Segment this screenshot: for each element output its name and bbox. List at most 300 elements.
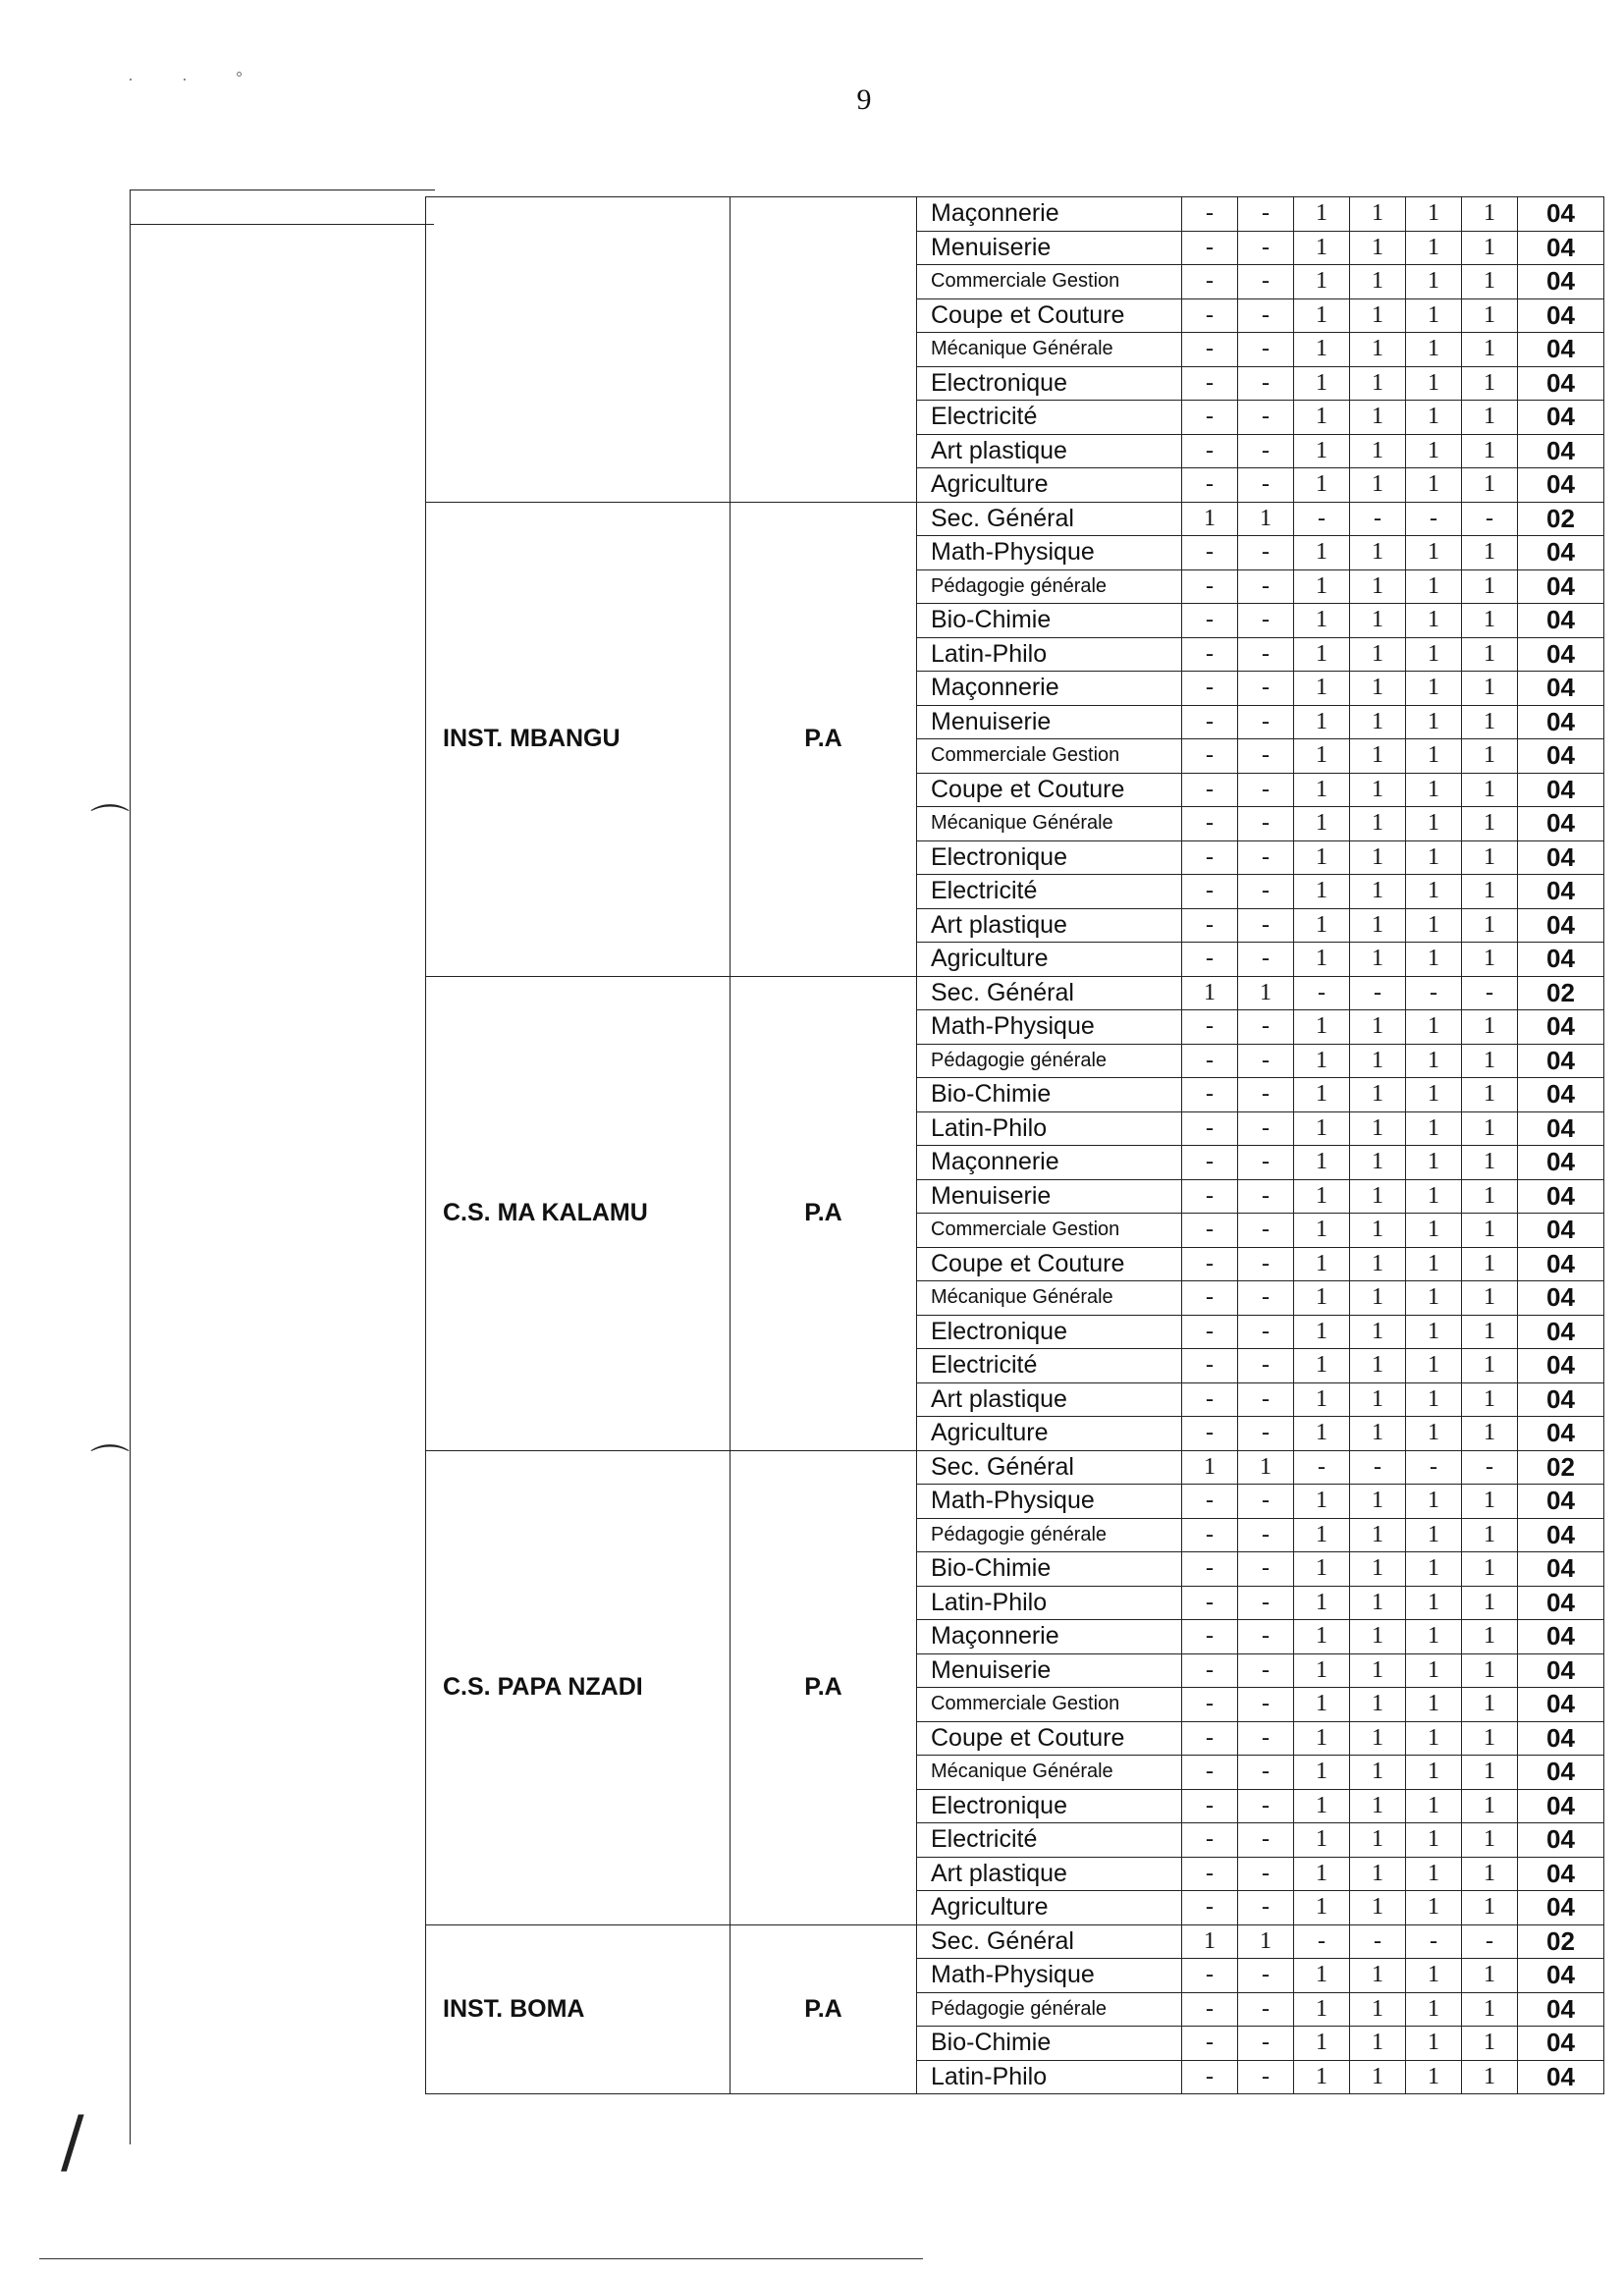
row-total: 02 — [1518, 1924, 1604, 1959]
row-total: 04 — [1518, 604, 1604, 638]
class-count-cell: 1 — [1294, 298, 1350, 333]
row-total: 04 — [1518, 1620, 1604, 1654]
option-name: Latin-Philo — [917, 637, 1182, 672]
row-total: 04 — [1518, 1518, 1604, 1552]
class-count-cell: 1 — [1294, 943, 1350, 977]
class-count-cell: - — [1182, 604, 1238, 638]
class-count-cell: 1 — [1462, 2060, 1518, 2094]
class-count-cell: - — [1238, 1688, 1294, 1722]
table-row — [426, 976, 1604, 1010]
class-count-cell: - — [1182, 1417, 1238, 1451]
row-total: 04 — [1518, 1214, 1604, 1248]
class-count-cell: 1 — [1350, 1214, 1406, 1248]
class-count-cell: 1 — [1406, 1281, 1462, 1316]
class-count-cell: - — [1238, 1247, 1294, 1281]
class-count-cell: 1 — [1350, 1146, 1406, 1180]
option-name: Electronique — [917, 1315, 1182, 1349]
class-count-cell: 1 — [1238, 1450, 1294, 1485]
class-count-cell: 1 — [1294, 637, 1350, 672]
row-total: 04 — [1518, 1891, 1604, 1925]
class-count-cell: 1 — [1350, 265, 1406, 299]
class-count-cell: - — [1238, 1891, 1294, 1925]
option-name: Coupe et Couture — [917, 1247, 1182, 1281]
option-name: Math-Physique — [917, 1959, 1182, 1993]
class-count-cell: - — [1182, 333, 1238, 367]
class-count-cell: - — [1238, 943, 1294, 977]
class-count-cell: - — [1182, 1179, 1238, 1214]
class-count-cell: - — [1182, 1044, 1238, 1078]
class-count-cell: 1 — [1406, 943, 1462, 977]
class-count-cell: 1 — [1294, 1518, 1350, 1552]
class-count-cell: - — [1238, 1586, 1294, 1620]
class-count-cell: 1 — [1462, 468, 1518, 503]
class-count-cell: - — [1182, 1721, 1238, 1756]
class-count-cell: - — [1182, 1214, 1238, 1248]
class-count-cell: - — [1238, 468, 1294, 503]
regime-code: P.A — [731, 1450, 917, 1924]
class-count-cell: - — [1182, 2027, 1238, 2061]
class-count-cell: 1 — [1462, 1417, 1518, 1451]
option-name: Electricité — [917, 401, 1182, 435]
class-count-cell: 1 — [1350, 1518, 1406, 1552]
class-count-cell: 1 — [1462, 1653, 1518, 1688]
class-count-cell: - — [1182, 1247, 1238, 1281]
outer-column-frame — [130, 190, 435, 2144]
option-name: Commerciale Gestion — [917, 1214, 1182, 1248]
class-count-cell: - — [1406, 1450, 1462, 1485]
class-count-cell: 1 — [1406, 2060, 1462, 2094]
class-count-cell: 1 — [1350, 773, 1406, 807]
class-count-cell: 1 — [1462, 1010, 1518, 1045]
class-count-cell: 1 — [1406, 637, 1462, 672]
row-total: 04 — [1518, 333, 1604, 367]
class-count-cell: - — [1238, 773, 1294, 807]
class-count-cell: 1 — [1462, 1620, 1518, 1654]
class-count-cell: - — [1238, 1281, 1294, 1316]
class-count-cell: 1 — [1462, 1382, 1518, 1417]
option-name: Mécanique Générale — [917, 1756, 1182, 1790]
class-count-cell: - — [1238, 739, 1294, 774]
class-count-cell: - — [1238, 637, 1294, 672]
class-count-cell: - — [1182, 1891, 1238, 1925]
row-total: 04 — [1518, 840, 1604, 875]
class-count-cell: 1 — [1294, 1010, 1350, 1045]
class-count-cell: 1 — [1462, 434, 1518, 468]
option-name: Art plastique — [917, 434, 1182, 468]
class-count-cell: 1 — [1462, 2027, 1518, 2061]
class-count-cell: - — [1182, 1586, 1238, 1620]
class-count-cell: - — [1238, 1620, 1294, 1654]
class-count-cell: - — [1182, 536, 1238, 570]
option-name: Mécanique Générale — [917, 333, 1182, 367]
class-count-cell: - — [1406, 502, 1462, 536]
class-count-cell: - — [1238, 1552, 1294, 1587]
option-name: Latin-Philo — [917, 1111, 1182, 1146]
class-count-cell: 1 — [1462, 908, 1518, 943]
option-name: Coupe et Couture — [917, 773, 1182, 807]
class-count-cell: 1 — [1462, 1823, 1518, 1858]
table-row — [426, 197, 1604, 232]
class-count-cell: 1 — [1462, 672, 1518, 706]
class-count-cell: - — [1238, 705, 1294, 739]
class-count-cell: - — [1182, 1382, 1238, 1417]
class-count-cell: 1 — [1182, 1924, 1238, 1959]
class-count-cell: 1 — [1350, 1823, 1406, 1858]
row-total: 04 — [1518, 536, 1604, 570]
class-count-cell: 1 — [1294, 908, 1350, 943]
option-name: Maçonnerie — [917, 1146, 1182, 1180]
class-count-cell: 1 — [1406, 604, 1462, 638]
class-count-cell: 1 — [1294, 231, 1350, 265]
class-count-cell: - — [1238, 1823, 1294, 1858]
class-count-cell: 1 — [1238, 502, 1294, 536]
class-count-cell: 1 — [1182, 1450, 1238, 1485]
option-name: Agriculture — [917, 1891, 1182, 1925]
class-count-cell: 1 — [1406, 468, 1462, 503]
class-count-cell: - — [1238, 1214, 1294, 1248]
row-total: 04 — [1518, 672, 1604, 706]
class-count-cell: - — [1238, 231, 1294, 265]
class-count-cell: 1 — [1350, 366, 1406, 401]
class-count-cell: - — [1182, 637, 1238, 672]
row-total: 04 — [1518, 908, 1604, 943]
class-count-cell: 1 — [1462, 1078, 1518, 1112]
class-count-cell: - — [1182, 298, 1238, 333]
class-count-cell: - — [1182, 1146, 1238, 1180]
class-count-cell: 1 — [1294, 569, 1350, 604]
class-count-cell: 1 — [1294, 705, 1350, 739]
class-count-cell: 1 — [1406, 1756, 1462, 1790]
class-count-cell: 1 — [1462, 1044, 1518, 1078]
class-count-cell: - — [1238, 333, 1294, 367]
option-name: Pédagogie générale — [917, 1992, 1182, 2027]
class-count-cell: - — [1238, 1959, 1294, 1993]
class-count-cell: 1 — [1406, 875, 1462, 909]
class-count-cell: 1 — [1350, 840, 1406, 875]
class-count-cell: 1 — [1294, 1789, 1350, 1823]
class-count-cell: - — [1350, 976, 1406, 1010]
class-count-cell: 1 — [1182, 976, 1238, 1010]
class-count-cell: 1 — [1406, 1485, 1462, 1519]
class-count-cell: 1 — [1462, 265, 1518, 299]
class-count-cell: 1 — [1462, 637, 1518, 672]
row-total: 04 — [1518, 1959, 1604, 1993]
class-count-cell: - — [1462, 1450, 1518, 1485]
class-count-cell: 1 — [1294, 1620, 1350, 1654]
class-count-cell: - — [1182, 1315, 1238, 1349]
margin-bracket-mark: ⌒ — [90, 802, 130, 847]
allocation-table — [425, 196, 1604, 2094]
class-count-cell: 1 — [1294, 739, 1350, 774]
option-name: Coupe et Couture — [917, 1721, 1182, 1756]
option-name: Art plastique — [917, 908, 1182, 943]
class-count-cell: 1 — [1350, 908, 1406, 943]
school-name — [426, 197, 731, 503]
class-count-cell: 1 — [1294, 1586, 1350, 1620]
class-count-cell: - — [1182, 1518, 1238, 1552]
class-count-cell: 1 — [1462, 1281, 1518, 1316]
class-count-cell: 1 — [1350, 1857, 1406, 1891]
class-count-cell: 1 — [1406, 231, 1462, 265]
row-total: 04 — [1518, 298, 1604, 333]
class-count-cell: - — [1238, 434, 1294, 468]
class-count-cell: 1 — [1462, 1247, 1518, 1281]
class-count-cell: 1 — [1406, 1349, 1462, 1383]
row-total: 04 — [1518, 875, 1604, 909]
class-count-cell: - — [1238, 1179, 1294, 1214]
class-count-cell: 1 — [1350, 1179, 1406, 1214]
option-name: Pédagogie générale — [917, 569, 1182, 604]
class-count-cell: 1 — [1350, 1959, 1406, 1993]
class-count-cell: - — [1294, 502, 1350, 536]
row-total: 04 — [1518, 1179, 1604, 1214]
option-name: Mécanique Générale — [917, 1281, 1182, 1316]
option-name: Sec. Général — [917, 502, 1182, 536]
class-count-cell: - — [1238, 1044, 1294, 1078]
class-count-cell: 1 — [1462, 401, 1518, 435]
class-count-cell: - — [1238, 2027, 1294, 2061]
class-count-cell: 1 — [1406, 1111, 1462, 1146]
row-total: 04 — [1518, 1485, 1604, 1519]
row-total: 04 — [1518, 1078, 1604, 1112]
class-count-cell: 1 — [1350, 1586, 1406, 1620]
class-count-cell: 1 — [1406, 1382, 1462, 1417]
class-count-cell: 1 — [1406, 1518, 1462, 1552]
class-count-cell: 1 — [1462, 1552, 1518, 1587]
class-count-cell: 1 — [1294, 2060, 1350, 2094]
row-total: 04 — [1518, 943, 1604, 977]
class-count-cell: 1 — [1462, 569, 1518, 604]
row-total: 04 — [1518, 569, 1604, 604]
class-count-cell: - — [1182, 1992, 1238, 2027]
class-count-cell: - — [1406, 1924, 1462, 1959]
class-count-cell: - — [1294, 1450, 1350, 1485]
row-total: 04 — [1518, 705, 1604, 739]
class-count-cell: 1 — [1462, 705, 1518, 739]
option-name: Maçonnerie — [917, 1620, 1182, 1654]
class-count-cell: - — [1294, 1924, 1350, 1959]
school-name: C.S. PAPA NZADI — [426, 1450, 731, 1924]
class-count-cell: 1 — [1462, 773, 1518, 807]
class-count-cell: 1 — [1350, 401, 1406, 435]
class-count-cell: - — [1238, 1078, 1294, 1112]
class-count-cell: 1 — [1238, 976, 1294, 1010]
class-count-cell: - — [1182, 1552, 1238, 1587]
row-total: 04 — [1518, 1417, 1604, 1451]
class-count-cell: - — [1182, 231, 1238, 265]
option-name: Menuiserie — [917, 1179, 1182, 1214]
option-name: Commerciale Gestion — [917, 1688, 1182, 1722]
class-count-cell: 1 — [1406, 1992, 1462, 2027]
option-name: Electricité — [917, 1349, 1182, 1383]
class-count-cell: 1 — [1182, 502, 1238, 536]
class-count-cell: 1 — [1294, 1179, 1350, 1214]
class-count-cell: 1 — [1406, 197, 1462, 232]
class-count-cell: 1 — [1350, 298, 1406, 333]
class-count-cell: 1 — [1350, 333, 1406, 367]
class-count-cell: - — [1182, 1823, 1238, 1858]
option-name: Coupe et Couture — [917, 298, 1182, 333]
class-count-cell: 1 — [1350, 1417, 1406, 1451]
option-name: Agriculture — [917, 1417, 1182, 1451]
class-count-cell: - — [1238, 604, 1294, 638]
option-name: Pédagogie générale — [917, 1518, 1182, 1552]
class-count-cell: 1 — [1294, 1044, 1350, 1078]
class-count-cell: - — [1238, 265, 1294, 299]
row-total: 04 — [1518, 1992, 1604, 2027]
class-count-cell: - — [1182, 401, 1238, 435]
class-count-cell: 1 — [1294, 1214, 1350, 1248]
class-count-cell: 1 — [1350, 672, 1406, 706]
class-count-cell: 1 — [1406, 1823, 1462, 1858]
class-count-cell: - — [1182, 1620, 1238, 1654]
footer-rule — [39, 2258, 923, 2259]
class-count-cell: 1 — [1406, 1417, 1462, 1451]
class-count-cell: - — [1238, 1417, 1294, 1451]
option-name: Electricité — [917, 875, 1182, 909]
row-total: 04 — [1518, 1857, 1604, 1891]
class-count-cell: - — [1182, 908, 1238, 943]
option-name: Commerciale Gestion — [917, 739, 1182, 774]
regime-code: P.A — [731, 976, 917, 1450]
class-count-cell: 1 — [1462, 1857, 1518, 1891]
row-total: 04 — [1518, 1688, 1604, 1722]
class-count-cell: - — [1182, 1010, 1238, 1045]
row-total: 04 — [1518, 468, 1604, 503]
class-count-cell: 1 — [1294, 401, 1350, 435]
class-count-cell: - — [1182, 739, 1238, 774]
class-count-cell: 1 — [1350, 1688, 1406, 1722]
class-count-cell: 1 — [1462, 1891, 1518, 1925]
option-name: Latin-Philo — [917, 1586, 1182, 1620]
class-count-cell: - — [1182, 197, 1238, 232]
class-count-cell: - — [1182, 1078, 1238, 1112]
class-count-cell: - — [1238, 1146, 1294, 1180]
class-count-cell: 1 — [1350, 875, 1406, 909]
class-count-cell: 1 — [1350, 536, 1406, 570]
class-count-cell: 1 — [1294, 1653, 1350, 1688]
row-total: 04 — [1518, 401, 1604, 435]
option-name: Commerciale Gestion — [917, 265, 1182, 299]
class-count-cell: 1 — [1350, 231, 1406, 265]
class-count-cell: 1 — [1406, 1653, 1462, 1688]
class-count-cell: 1 — [1406, 434, 1462, 468]
class-count-cell: - — [1238, 1721, 1294, 1756]
table-row — [426, 1924, 1604, 1959]
row-total: 04 — [1518, 1586, 1604, 1620]
class-count-cell: 1 — [1294, 1382, 1350, 1417]
class-count-cell: 1 — [1350, 1653, 1406, 1688]
class-count-cell: 1 — [1462, 943, 1518, 977]
option-name: Bio-Chimie — [917, 2027, 1182, 2061]
class-count-cell: - — [1182, 773, 1238, 807]
class-count-cell: 1 — [1294, 807, 1350, 841]
class-count-cell: - — [1182, 468, 1238, 503]
class-count-cell: 1 — [1350, 2060, 1406, 2094]
option-name: Sec. Général — [917, 1450, 1182, 1485]
class-count-cell: 1 — [1294, 1247, 1350, 1281]
row-total: 04 — [1518, 807, 1604, 841]
row-total: 04 — [1518, 773, 1604, 807]
class-count-cell: - — [1182, 1756, 1238, 1790]
row-total: 04 — [1518, 739, 1604, 774]
class-count-cell: - — [1182, 1349, 1238, 1383]
class-count-cell: 1 — [1462, 1111, 1518, 1146]
class-count-cell: - — [1182, 1688, 1238, 1722]
option-name: Menuiserie — [917, 1653, 1182, 1688]
class-count-cell: 1 — [1462, 807, 1518, 841]
class-count-cell: - — [1238, 2060, 1294, 2094]
class-count-cell: 1 — [1350, 2027, 1406, 2061]
row-total: 04 — [1518, 2027, 1604, 2061]
class-count-cell: - — [1238, 807, 1294, 841]
row-total: 04 — [1518, 231, 1604, 265]
page-number: 9 — [856, 83, 872, 116]
class-count-cell: - — [1238, 1789, 1294, 1823]
option-name: Latin-Philo — [917, 2060, 1182, 2094]
class-count-cell: - — [1182, 1789, 1238, 1823]
row-total: 04 — [1518, 1281, 1604, 1316]
class-count-cell: 1 — [1406, 1247, 1462, 1281]
margin-bracket-mark: ⌒ — [90, 1442, 130, 1488]
option-name: Maçonnerie — [917, 672, 1182, 706]
class-count-cell: 1 — [1294, 1756, 1350, 1790]
class-count-cell: 1 — [1294, 1688, 1350, 1722]
class-count-cell: - — [1182, 1281, 1238, 1316]
class-count-cell: - — [1238, 1518, 1294, 1552]
option-name: Pédagogie générale — [917, 1044, 1182, 1078]
class-count-cell: - — [1238, 197, 1294, 232]
option-name: Bio-Chimie — [917, 1552, 1182, 1587]
class-count-cell: 1 — [1350, 1992, 1406, 2027]
option-name: Math-Physique — [917, 536, 1182, 570]
class-count-cell: 1 — [1294, 333, 1350, 367]
class-count-cell: 1 — [1462, 1179, 1518, 1214]
class-count-cell: 1 — [1350, 637, 1406, 672]
class-count-cell: 1 — [1294, 1891, 1350, 1925]
class-count-cell: 1 — [1462, 1349, 1518, 1383]
class-count-cell: 1 — [1350, 1552, 1406, 1587]
class-count-cell: 1 — [1462, 366, 1518, 401]
class-count-cell: - — [1462, 976, 1518, 1010]
class-count-cell: 1 — [1462, 333, 1518, 367]
class-count-cell: 1 — [1294, 1349, 1350, 1383]
class-count-cell: 1 — [1350, 197, 1406, 232]
class-count-cell: 1 — [1294, 197, 1350, 232]
class-count-cell: 1 — [1406, 1214, 1462, 1248]
class-count-cell: - — [1182, 672, 1238, 706]
class-count-cell: 1 — [1406, 298, 1462, 333]
class-count-cell: - — [1182, 1653, 1238, 1688]
class-count-cell: - — [1238, 908, 1294, 943]
class-count-cell: 1 — [1406, 265, 1462, 299]
class-count-cell: 1 — [1462, 1789, 1518, 1823]
class-count-cell: 1 — [1462, 1315, 1518, 1349]
option-name: Sec. Général — [917, 1924, 1182, 1959]
option-name: Bio-Chimie — [917, 604, 1182, 638]
class-count-cell: - — [1182, 807, 1238, 841]
class-count-cell: - — [1238, 1653, 1294, 1688]
class-count-cell: - — [1182, 943, 1238, 977]
option-name: Agriculture — [917, 943, 1182, 977]
class-count-cell: 1 — [1350, 1891, 1406, 1925]
class-count-cell: 1 — [1406, 739, 1462, 774]
class-count-cell: 1 — [1406, 401, 1462, 435]
class-count-cell: 1 — [1294, 468, 1350, 503]
class-count-cell: 1 — [1294, 1992, 1350, 2027]
class-count-cell: 1 — [1294, 840, 1350, 875]
class-count-cell: 1 — [1294, 1485, 1350, 1519]
